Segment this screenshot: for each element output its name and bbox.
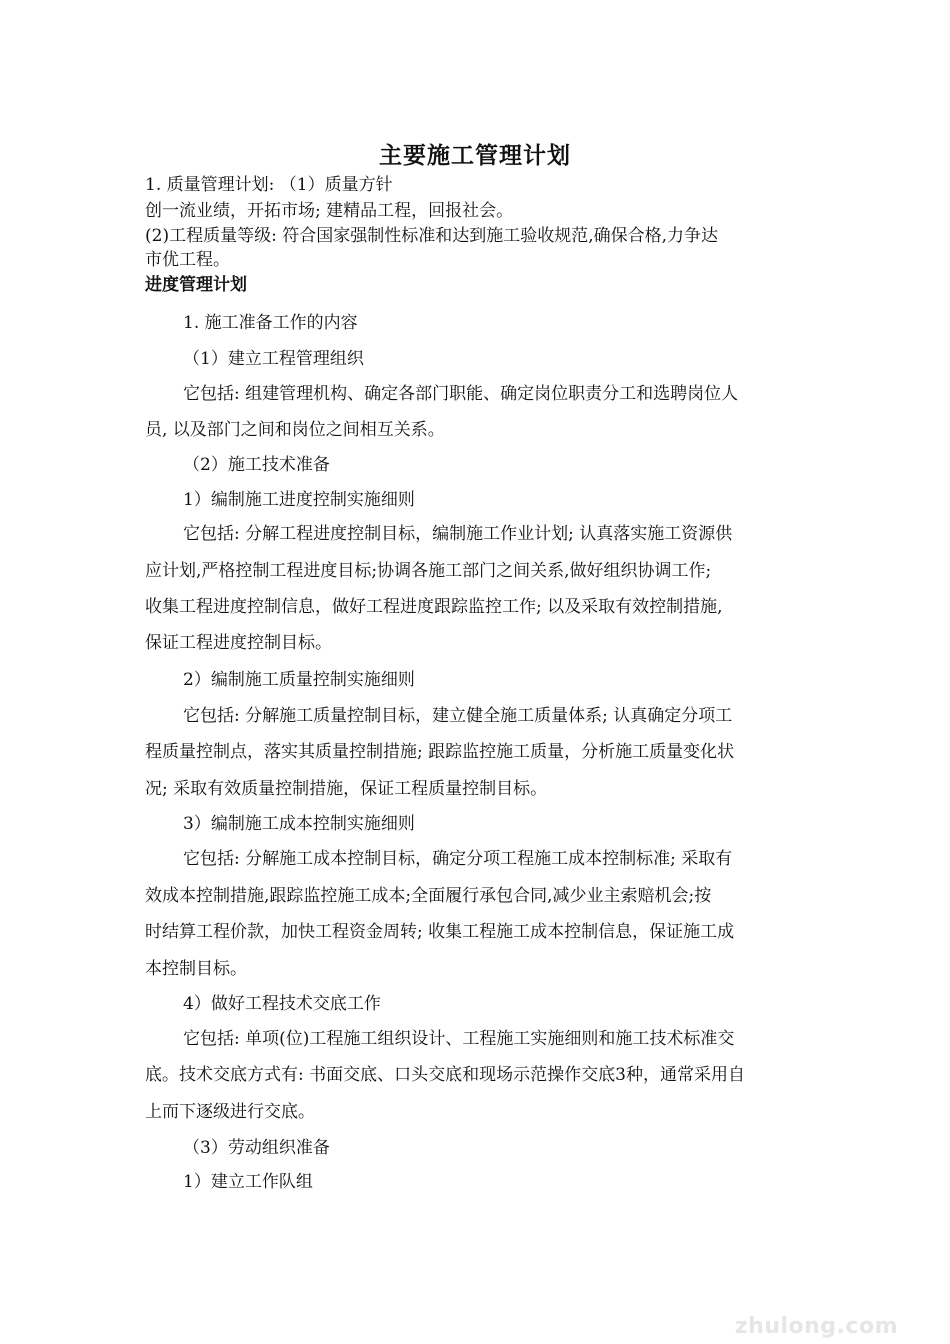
text-line: 1. 施工准备工作的内容 (183, 313, 358, 333)
text-line: 员, 以及部门之间和岗位之间相互关系。 (145, 420, 445, 440)
text-line: 效成本控制措施,跟踪监控施工成本;全面履行承包合同,减少业主索赔机会;按 (145, 886, 712, 906)
text-line: 它包括: 分解施工成本控制目标，确定分项工程施工成本控制标准; 采取有 (183, 849, 733, 869)
text-line: 1）建立工作队组 (183, 1172, 313, 1192)
text-line: 1. 质量管理计划: （1）质量方针 (145, 175, 393, 195)
text-line: 它包括: 单项(位)工程施工组织设计、工程施工实施细则和施工技术标准交 (183, 1029, 735, 1049)
watermark: zhulong.com (734, 1314, 898, 1339)
text-line: 创一流业绩，开拓市场; 建精品工程，回报社会。 (145, 201, 514, 221)
text-line: （2）施工技术准备 (183, 455, 330, 475)
section-heading: 进度管理计划 (145, 275, 247, 295)
text-line: （3）劳动组织准备 (183, 1138, 330, 1158)
text-line: 保证工程进度控制目标。 (145, 633, 332, 653)
text-line: 时结算工程价款，加快工程资金周转; 收集工程施工成本控制信息，保证施工成 (145, 922, 735, 942)
text-line: 它包括: 分解施工质量控制目标，建立健全施工质量体系; 认真确定分项工 (183, 706, 733, 726)
text-line: 市优工程。 (145, 250, 230, 270)
text-line: 本控制目标。 (145, 959, 247, 979)
text-line: 2）编制施工质量控制实施细则 (183, 670, 415, 690)
text-line: 底。技术交底方式有: 书面交底、口头交底和现场示范操作交底3种，通常采用自 (145, 1065, 745, 1085)
text-line: 收集工程进度控制信息，做好工程进度跟踪监控工作; 以及采取有效控制措施, (145, 597, 723, 617)
text-line: (2)工程质量等级: 符合国家强制性标准和达到施工验收规范,确保合格,力争达 (145, 226, 719, 246)
text-line: 况; 采取有效质量控制措施，保证工程质量控制目标。 (145, 779, 548, 799)
text-line: 4）做好工程技术交底工作 (183, 994, 381, 1014)
text-line: （1）建立工程管理组织 (183, 349, 364, 369)
text-line: 它包括: 组建管理机构、确定各部门职能、确定岗位职责分工和选聘岗位人 (183, 384, 739, 404)
document-title: 主要施工管理计划 (379, 143, 571, 169)
text-line: 程质量控制点，落实其质量控制措施; 跟踪监控施工质量，分析施工质量变化状 (145, 742, 735, 762)
text-line: 3）编制施工成本控制实施细则 (183, 814, 415, 834)
text-line: 1）编制施工进度控制实施细则 (183, 490, 415, 510)
text-line: 它包括: 分解工程进度控制目标，编制施工作业计划; 认真落实施工资源供 (183, 524, 733, 544)
text-line: 上而下逐级进行交底。 (145, 1102, 315, 1122)
text-line: 应计划,严格控制工程进度目标;协调各施工部门之间关系,做好组织协调工作; (145, 561, 712, 581)
